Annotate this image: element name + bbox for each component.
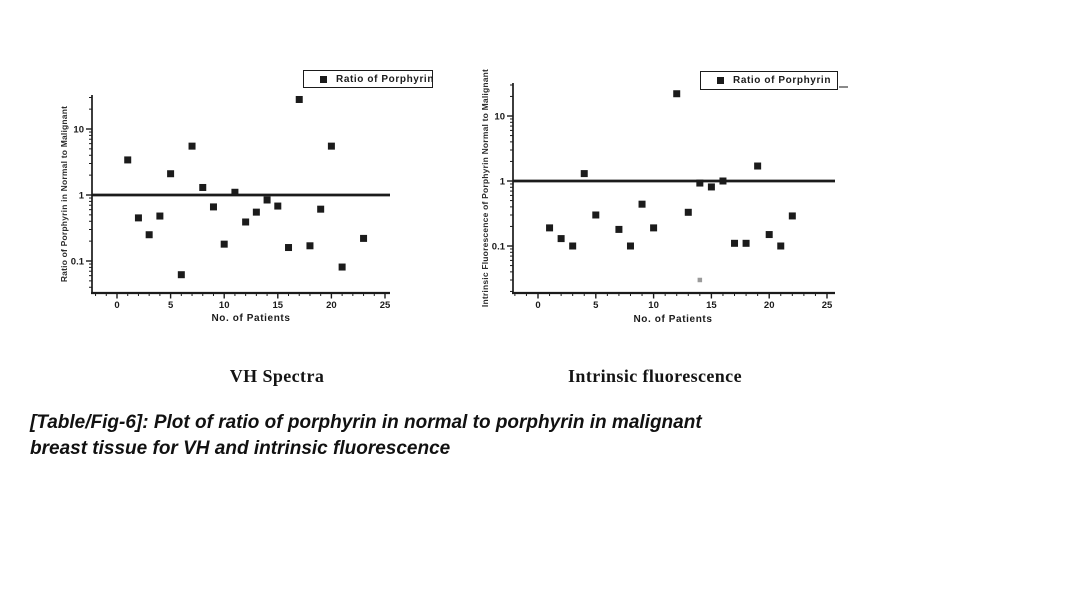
- x-tick-label: 15: [706, 300, 717, 311]
- data-point: [178, 271, 185, 278]
- caption-line-1: [Table/Fig-6]: Plot of ratio of porphyrin in normal to porphyrin in malignant: [30, 412, 702, 433]
- data-point: [592, 211, 599, 218]
- faint-data-point: [698, 278, 703, 283]
- data-point: [615, 226, 622, 233]
- data-point: [719, 178, 726, 185]
- data-point: [306, 242, 313, 249]
- data-point: [231, 189, 238, 196]
- legend-label: Ratio of Porphyrin: [733, 75, 832, 86]
- plot-title-intrinsic: Intrinsic fluorescence: [568, 366, 742, 386]
- x-tick-label: 10: [218, 300, 230, 311]
- data-point: [253, 209, 260, 216]
- data-point: [639, 201, 646, 208]
- chart-panel-1: [492, 83, 835, 311]
- y-axis-label-intrinsic: Intrinsic Fluorescence of Porphyrin Normal to Malignant: [480, 68, 490, 308]
- x-tick-label: 5: [167, 300, 174, 311]
- data-point: [296, 96, 303, 103]
- data-point: [242, 218, 249, 225]
- caption-line-2: breast tissue for VH and intrinsic fluorescence: [30, 438, 451, 459]
- data-point: [708, 183, 715, 190]
- legend-box-vh: [303, 70, 433, 88]
- x-tick-label: 0: [114, 300, 120, 311]
- data-point: [766, 231, 773, 238]
- y-tick-label: 1: [499, 176, 505, 188]
- data-point: [581, 170, 588, 177]
- data-point: [135, 214, 142, 221]
- data-point: [199, 184, 206, 191]
- data-point: [777, 243, 784, 250]
- x-axis-label-vh: No. of Patients: [211, 313, 291, 324]
- scan-artifact: [839, 86, 848, 88]
- data-point: [221, 241, 228, 248]
- data-point: [339, 264, 346, 271]
- x-tick-label: 15: [272, 300, 284, 311]
- data-point: [210, 203, 217, 210]
- x-tick-label: 20: [326, 300, 337, 311]
- data-point: [328, 143, 335, 150]
- data-point: [627, 243, 634, 250]
- data-point: [146, 231, 153, 238]
- x-tick-label: 10: [648, 300, 659, 311]
- data-point: [360, 235, 367, 242]
- figure-caption: [30, 410, 850, 462]
- data-point: [264, 196, 271, 203]
- data-point: [317, 206, 324, 213]
- data-point: [754, 163, 761, 170]
- x-tick-label: 25: [821, 300, 833, 311]
- data-point: [189, 143, 196, 150]
- chart-panel-0: [71, 95, 391, 311]
- x-tick-label: 5: [593, 300, 599, 311]
- data-point: [558, 235, 565, 242]
- data-point: [156, 213, 163, 220]
- plot-title-vh: VH Spectra: [229, 366, 325, 386]
- y-tick-label: 10: [73, 124, 84, 136]
- data-point: [696, 180, 703, 187]
- x-axis-label-intrinsic: No. of Patients: [633, 314, 713, 325]
- legend-box-intrinsic: [700, 71, 838, 90]
- y-tick-label: 0.1: [70, 256, 84, 268]
- data-point: [124, 156, 131, 163]
- legend-marker-icon: [717, 77, 724, 84]
- y-tick-label: 10: [494, 111, 505, 123]
- data-point: [285, 244, 292, 251]
- data-point: [743, 240, 750, 247]
- data-point: [546, 224, 553, 231]
- data-point: [731, 240, 738, 247]
- data-point: [167, 170, 174, 177]
- legend-marker-icon: [320, 76, 327, 83]
- data-point: [650, 224, 657, 231]
- y-tick-label: 0.1: [491, 241, 505, 253]
- x-tick-label: 20: [763, 300, 775, 311]
- x-tick-label: 25: [379, 300, 391, 311]
- data-point: [569, 243, 576, 250]
- data-point: [685, 209, 692, 216]
- y-tick-label: 1: [78, 190, 84, 202]
- data-point: [789, 212, 796, 219]
- data-point: [274, 203, 281, 210]
- data-point: [673, 90, 680, 97]
- x-tick-label: 0: [535, 300, 541, 311]
- y-axis-label-vh: Ratio of Porphyrin in Normal to Malignant: [59, 105, 69, 283]
- legend-label: Ratio of Porphyrin: [336, 73, 435, 85]
